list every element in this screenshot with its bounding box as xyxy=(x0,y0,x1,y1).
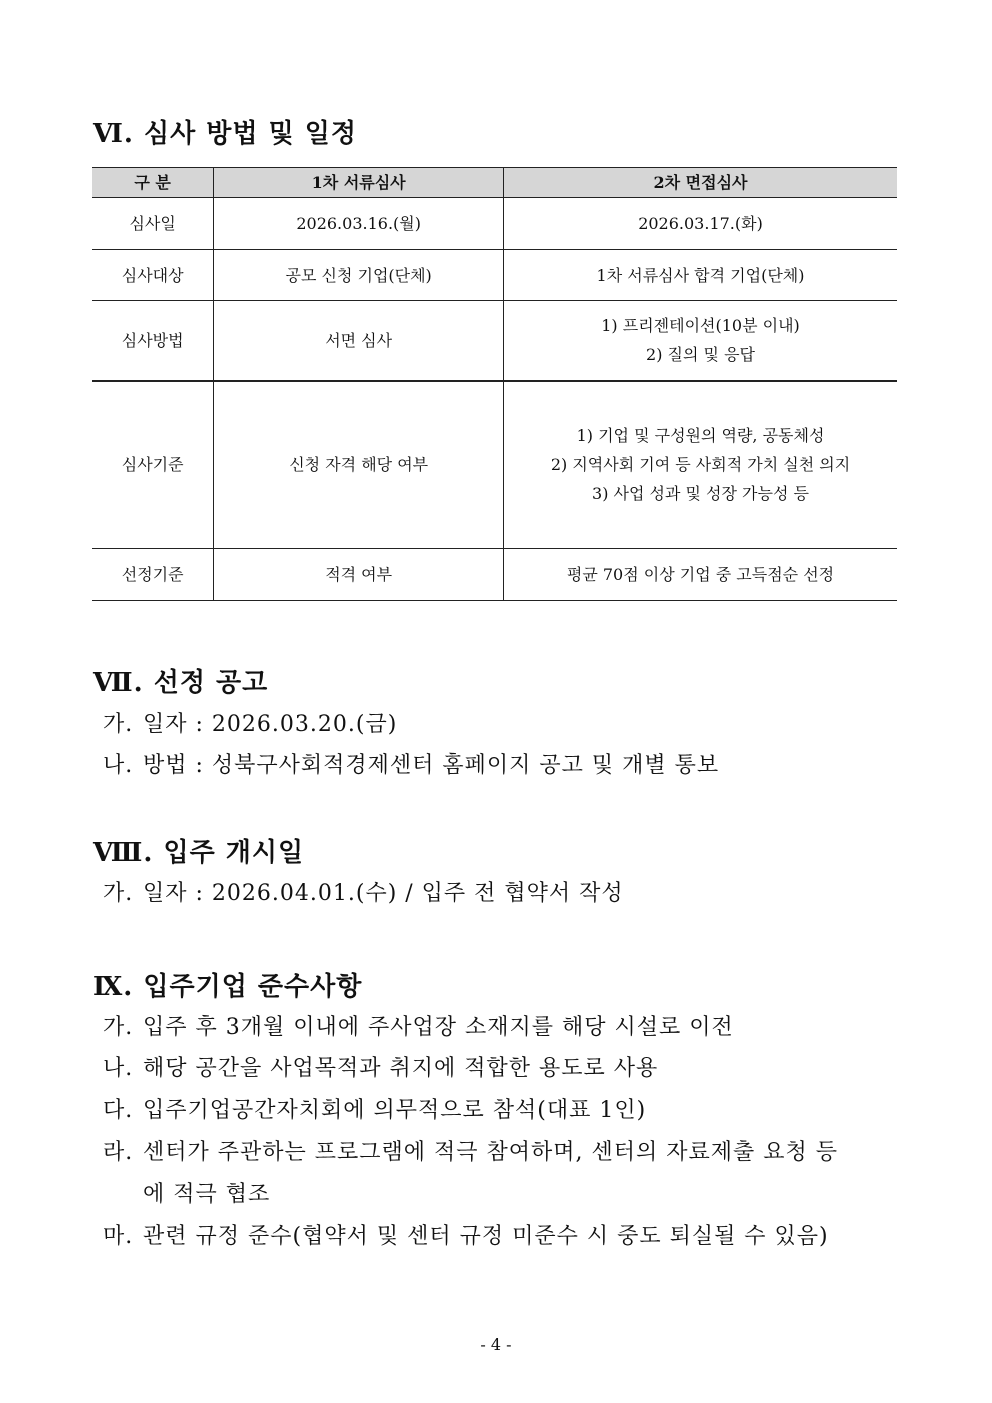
table-header-row xyxy=(92,168,897,198)
item-marker: 라. xyxy=(103,1140,134,1165)
list-item xyxy=(103,752,719,780)
item-text: 일자 : 2026.03.20.(금) xyxy=(143,712,398,737)
cell-first: 공모 신청 기업(단체) xyxy=(214,250,504,301)
item-text: 입주기업공간자치회에 의무적으로 참석(대표 1인) xyxy=(143,1098,647,1123)
row-label: 선정기준 xyxy=(92,549,214,601)
table-row xyxy=(92,549,897,601)
item-marker: 가. xyxy=(103,881,134,906)
section-9-title: Ⅸ. 입주기업 준수사항 xyxy=(93,972,363,1002)
page-number: - 4 - xyxy=(480,1335,512,1354)
table-row xyxy=(92,250,897,301)
row-label: 심사기준 xyxy=(92,381,214,549)
cell-line: 1) 프리젠테이션(10분 이내) xyxy=(601,316,800,336)
list-item xyxy=(103,880,624,908)
list-item xyxy=(103,1097,646,1125)
table-row xyxy=(92,301,897,381)
cell-second: 평균 70점 이상 기업 중 고득점순 선정 xyxy=(504,549,897,601)
item-marker: 가. xyxy=(103,1015,134,1040)
section-8-title: Ⅷ. 입주 개시일 xyxy=(93,838,305,868)
row-label: 심사일 xyxy=(92,198,214,250)
section-7-title: Ⅶ. 선정 공고 xyxy=(93,668,269,698)
section-6-title: Ⅵ. 심사 방법 및 일정 xyxy=(93,119,357,149)
item-text: 입주 후 3개월 이내에 주사업장 소재지를 해당 시설로 이전 xyxy=(143,1015,734,1040)
cell-first: 적격 여부 xyxy=(214,549,504,601)
item-marker: 마. xyxy=(103,1224,134,1249)
list-item xyxy=(103,1014,734,1042)
item-marker: 나. xyxy=(103,753,134,778)
item-marker: 나. xyxy=(103,1056,134,1081)
item-marker: 다. xyxy=(103,1098,134,1123)
row-label: 심사방법 xyxy=(92,301,214,381)
cell-first: 서면 심사 xyxy=(214,301,504,381)
item-marker: 가. xyxy=(103,712,134,737)
list-item xyxy=(103,1139,838,1167)
header-second-review: 2차 면접심사 xyxy=(504,168,897,198)
cell-second: 1차 서류심사 합격 기업(단체) xyxy=(504,250,897,301)
cell-second xyxy=(504,301,897,381)
cell-second xyxy=(504,381,897,549)
cell-line: 1) 기업 및 구성원의 역량, 공동체성 xyxy=(576,426,825,446)
table-row xyxy=(92,381,897,549)
table-row xyxy=(92,198,897,250)
cell-line: 2) 질의 및 응답 xyxy=(646,345,755,365)
header-category: 구 분 xyxy=(92,168,214,198)
review-schedule-table xyxy=(92,167,897,601)
item-text: 해당 공간을 사업목적과 취지에 적합한 용도로 사용 xyxy=(143,1056,659,1081)
list-item xyxy=(103,711,397,739)
cell-line: 2) 지역사회 기여 등 사회적 가치 실천 의지 xyxy=(550,455,851,475)
cell-line: 3) 사업 성과 및 성장 가능성 등 xyxy=(592,484,809,504)
list-item xyxy=(103,1223,829,1251)
item-text: 방법 : 성북구사회적경제센터 홈페이지 공고 및 개별 통보 xyxy=(143,753,720,778)
item-text: 일자 : 2026.04.01.(수) / 입주 전 협약서 작성 xyxy=(143,881,624,906)
row-label: 심사대상 xyxy=(92,250,214,301)
list-item xyxy=(103,1055,658,1083)
item-text: 관련 규정 준수(협약서 및 센터 규정 미준수 시 중도 퇴실될 수 있음) xyxy=(143,1224,829,1249)
item-text: 센터가 주관하는 프로그램에 적극 참여하며, 센터의 자료제출 요청 등 xyxy=(143,1140,838,1165)
cell-first: 신청 자격 해당 여부 xyxy=(214,381,504,549)
header-first-review: 1차 서류심사 xyxy=(214,168,504,198)
list-item-continuation: 에 적극 협조 xyxy=(143,1182,271,1207)
cell-second: 2026.03.17.(화) xyxy=(504,198,897,250)
cell-first: 2026.03.16.(월) xyxy=(214,198,504,250)
